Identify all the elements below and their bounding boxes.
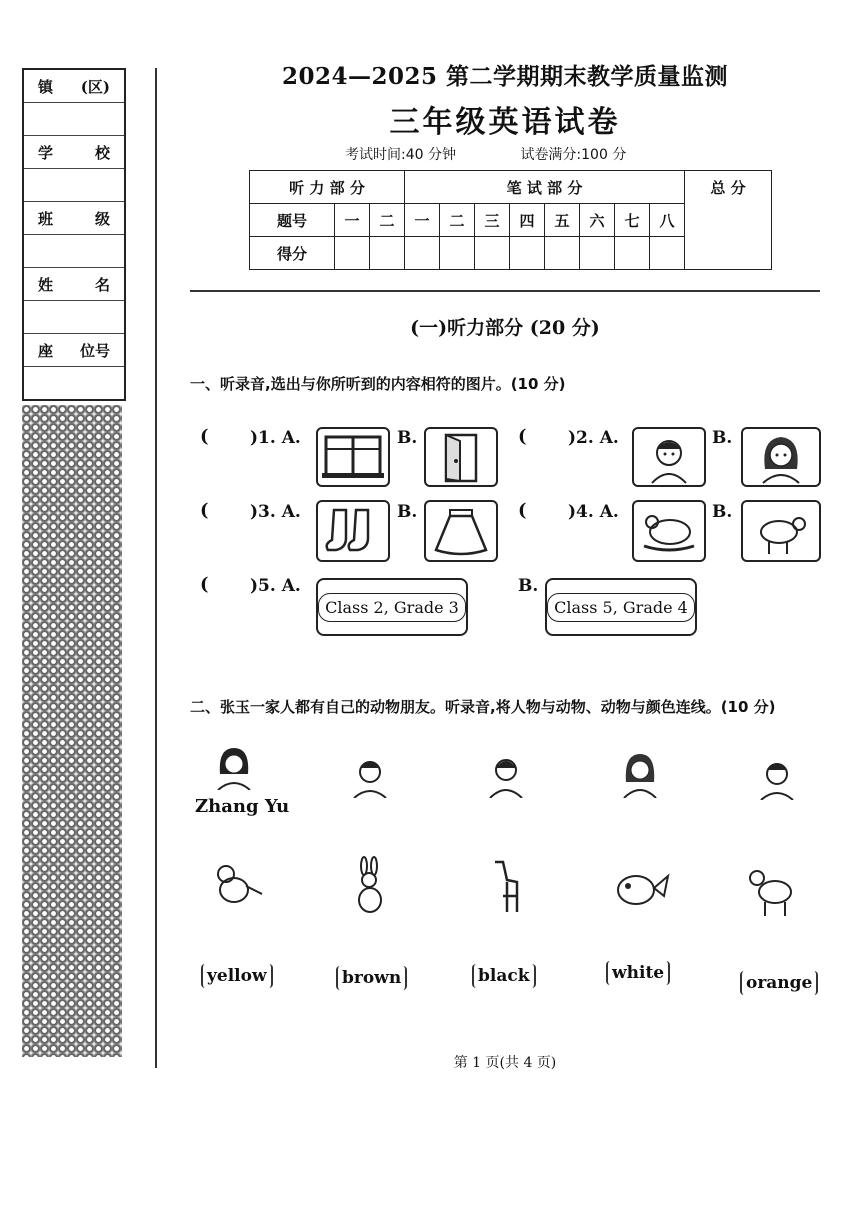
girl-face-icon[interactable] [741, 427, 821, 487]
option-b-label: B. [397, 502, 418, 522]
grandma-icon[interactable] [212, 744, 256, 790]
name-field: 姓 名 [24, 268, 124, 301]
class-sign-b-text: Class 5, Grade 4 [547, 593, 695, 622]
score-cell[interactable] [370, 237, 405, 270]
answer-paren[interactable]: ( [518, 500, 527, 521]
seat-field: 座 位号 [24, 334, 124, 367]
section-divider [190, 290, 820, 292]
item-5-label: )5. A. [250, 576, 301, 596]
option-b-label: B. [712, 502, 733, 522]
question-num: 一 [405, 204, 440, 237]
question-2-title: 二、张玉一家人都有自己的动物朋友。听录音,将人物与动物、动物与颜色连线。(10 分) [190, 698, 776, 716]
seat-blank[interactable] [24, 367, 124, 399]
total-header: 总 分 [685, 171, 772, 270]
option-b-label: B. [397, 428, 418, 448]
student-info-table [22, 68, 126, 401]
answer-paren[interactable]: ( [200, 574, 209, 595]
town-field: 镇 (区) [24, 70, 124, 103]
answer-paren[interactable]: ( [200, 500, 209, 521]
question-num: 八 [650, 204, 685, 237]
option-b-label: B. [518, 576, 539, 596]
town-blank[interactable] [24, 103, 124, 136]
paper-title: 三年级英语试卷 [389, 105, 621, 140]
score-cell[interactable] [335, 237, 370, 270]
class-field: 班 级 [24, 202, 124, 235]
horse-icon[interactable] [485, 856, 525, 916]
written-header: 笔 试 部 分 [405, 171, 685, 204]
brother-icon[interactable] [755, 754, 799, 800]
score-cell[interactable] [650, 237, 685, 270]
boy-face-icon[interactable] [632, 427, 706, 487]
school-field: 学 校 [24, 136, 124, 169]
binding-line [155, 68, 157, 1068]
question-num: 三 [475, 204, 510, 237]
bird-icon[interactable] [208, 858, 264, 914]
school-blank[interactable] [24, 169, 124, 202]
answer-paren[interactable]: ( [200, 426, 209, 447]
binding-pattern [22, 405, 122, 1057]
question-num: 四 [510, 204, 545, 237]
father-icon[interactable] [484, 750, 528, 798]
class-sign-a[interactable] [316, 578, 468, 636]
grandpa-icon[interactable] [348, 752, 392, 798]
lamb-icon[interactable] [745, 864, 801, 920]
question-num: 五 [545, 204, 580, 237]
color-white[interactable]: white [606, 961, 670, 985]
exam-title: 2024—2025 第二学期期末教学质量监测 [281, 63, 729, 90]
hen-icon[interactable] [632, 500, 706, 562]
skirt-icon[interactable] [424, 500, 498, 562]
name-blank[interactable] [24, 301, 124, 334]
color-orange[interactable]: orange [740, 971, 818, 995]
score-cell[interactable] [440, 237, 475, 270]
question-num: 二 [370, 204, 405, 237]
score-cell[interactable] [615, 237, 650, 270]
score-cell[interactable] [545, 237, 580, 270]
socks-icon[interactable] [316, 500, 390, 562]
exam-time: 考试时间:40 分钟 [345, 147, 456, 163]
score-row-label: 得分 [250, 237, 335, 270]
color-brown[interactable]: brown [336, 966, 407, 990]
color-yellow[interactable]: yellow [201, 964, 273, 988]
answer-paren[interactable]: ( [518, 426, 527, 447]
listening-header: 听 力 部 分 [250, 171, 405, 204]
sheep-icon[interactable] [741, 500, 821, 562]
full-score: 试卷满分:100 分 [520, 147, 627, 163]
color-black[interactable]: black [472, 964, 536, 988]
score-table [249, 170, 772, 270]
rabbit-icon[interactable] [350, 856, 390, 916]
item-2-label: )2. A. [568, 428, 619, 448]
class-blank[interactable] [24, 235, 124, 268]
score-cell[interactable] [580, 237, 615, 270]
class-sign-a-text: Class 2, Grade 3 [318, 593, 466, 622]
item-4-label: )4. A. [568, 502, 619, 522]
person-name: Zhang Yu [195, 796, 290, 817]
section-title: (一)听力部分 (20 分) [410, 317, 600, 339]
question-num: 七 [615, 204, 650, 237]
class-sign-b[interactable] [545, 578, 697, 636]
question-num: 一 [335, 204, 370, 237]
exam-info [345, 144, 686, 164]
question-num: 六 [580, 204, 615, 237]
question-num: 二 [440, 204, 475, 237]
question-1-title: 一、听录音,选出与你所听到的内容相符的图片。(10 分) [190, 375, 566, 393]
window-icon[interactable] [316, 427, 390, 487]
item-3-label: )3. A. [250, 502, 301, 522]
score-cell[interactable] [405, 237, 440, 270]
score-cell[interactable] [510, 237, 545, 270]
option-b-label: B. [712, 428, 733, 448]
door-icon[interactable] [424, 427, 498, 487]
fish-icon[interactable] [612, 862, 670, 912]
question-row-label: 题号 [250, 204, 335, 237]
mother-icon[interactable] [618, 750, 662, 798]
score-cell[interactable] [475, 237, 510, 270]
page-footer: 第 1 页(共 4 页) [453, 1055, 557, 1071]
item-1-label: )1. A. [250, 428, 301, 448]
